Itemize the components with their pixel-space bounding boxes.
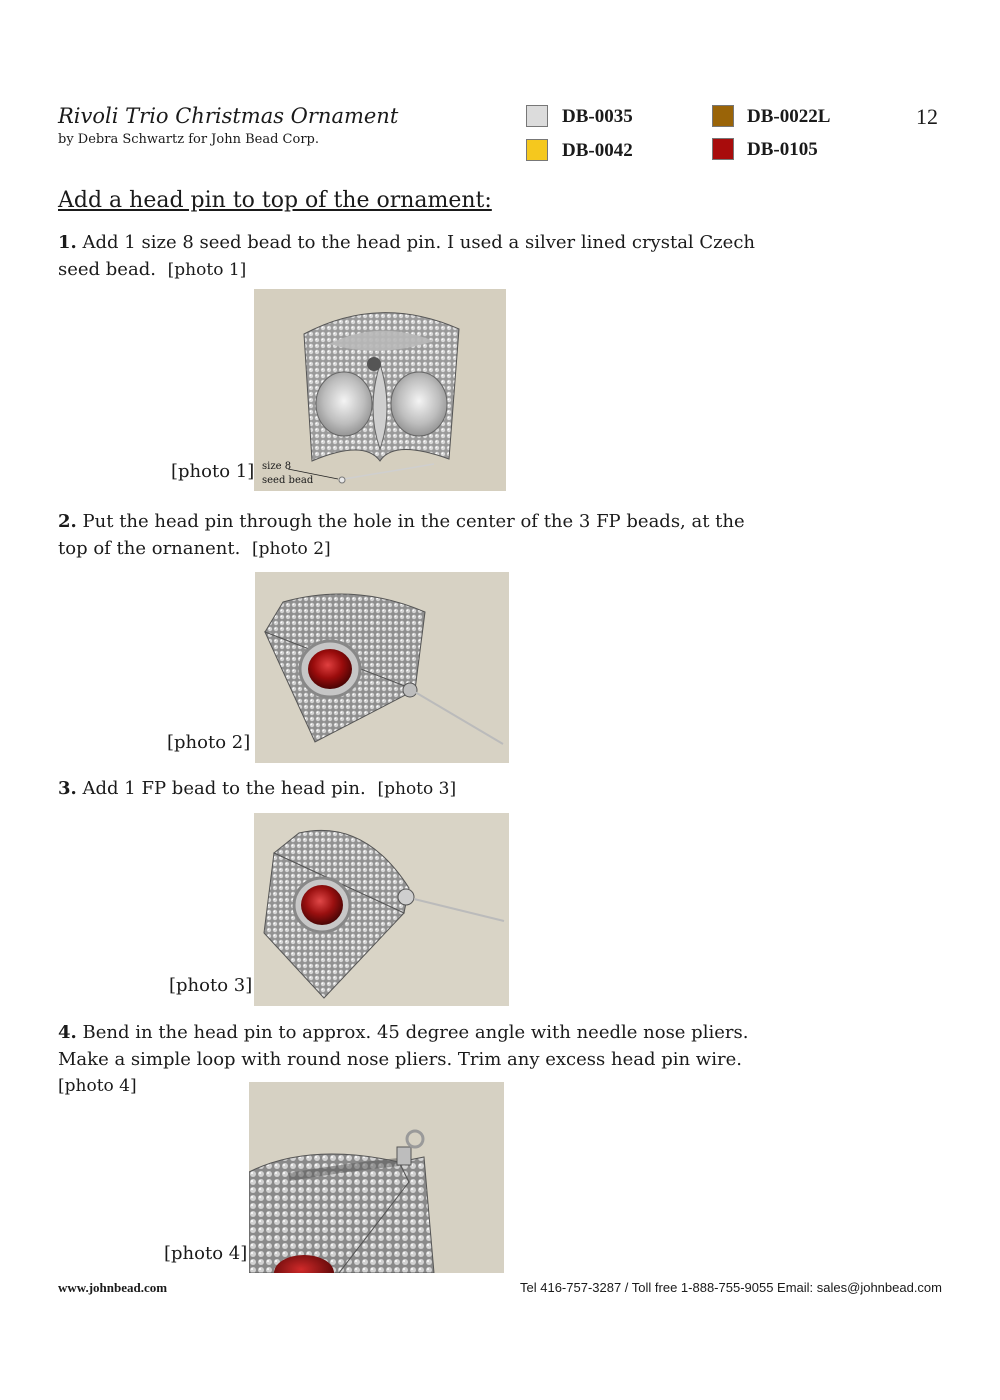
step-number: 1. xyxy=(58,232,77,253)
step-2 xyxy=(58,508,758,563)
step-number: 4. xyxy=(58,1022,77,1043)
step-number: 2. xyxy=(58,511,77,532)
section-heading: Add a head pin to top of the ornament: xyxy=(58,188,492,213)
color-code-db0042: DB-0042 xyxy=(562,140,633,161)
photo-annotation-line-1: size 8 xyxy=(262,461,292,472)
step-text: Put the head pin through the hole in the center of the 3 FP beads, at the top of the ornanent. xyxy=(58,511,745,559)
page-number: 12 xyxy=(916,104,938,129)
photo-reference: [photo 4] xyxy=(58,1076,137,1096)
photo-3 xyxy=(254,813,509,1006)
photo-2 xyxy=(255,572,509,763)
photo-caption: [photo 1] xyxy=(171,461,255,482)
photo-1 xyxy=(254,289,506,491)
document-title: Rivoli Trio Christmas Ornament xyxy=(58,104,399,128)
color-swatch-db0105 xyxy=(712,138,734,160)
photo-annotation-line-2: seed bead xyxy=(262,475,314,486)
step-number: 3. xyxy=(58,778,77,799)
color-code-db0105: DB-0105 xyxy=(747,139,818,160)
step-text: Add 1 FP bead to the head pin. xyxy=(82,778,366,799)
photo-reference: [photo 2] xyxy=(252,539,331,559)
color-code-db0035: DB-0035 xyxy=(562,106,633,127)
color-swatch-db0042 xyxy=(526,139,548,161)
photo-caption: [photo 3] xyxy=(169,975,253,996)
step-3 xyxy=(58,775,758,803)
byline: by Debra Schwartz for John Bead Corp. xyxy=(58,132,319,147)
photo-reference: [photo 1] xyxy=(167,260,247,280)
step-text: Bend in the head pin to approx. 45 degree angle with needle nose pliers. Make a simple loop with round nose pliers. Trim any excess head pin wire. xyxy=(58,1022,749,1070)
footer-contact: Tel 416-757-3287 / Toll free 1-888-755-9055 Email: sales@johnbead.com xyxy=(520,1280,942,1295)
photo-caption: [photo 4] xyxy=(164,1243,248,1264)
photo-caption: [photo 2] xyxy=(167,732,251,753)
photo-4 xyxy=(249,1082,504,1273)
step-text: Add 1 size 8 seed bead to the head pin. I used a silver lined crystal Czech seed bead. xyxy=(58,232,755,280)
color-swatch-db0035 xyxy=(526,105,548,127)
color-code-db0022l: DB-0022L xyxy=(747,106,831,127)
photo-reference: [photo 3] xyxy=(377,779,457,799)
footer-website: www.johnbead.com xyxy=(58,1280,168,1295)
step-1 xyxy=(58,229,758,284)
color-swatch-db0022l xyxy=(712,105,734,127)
